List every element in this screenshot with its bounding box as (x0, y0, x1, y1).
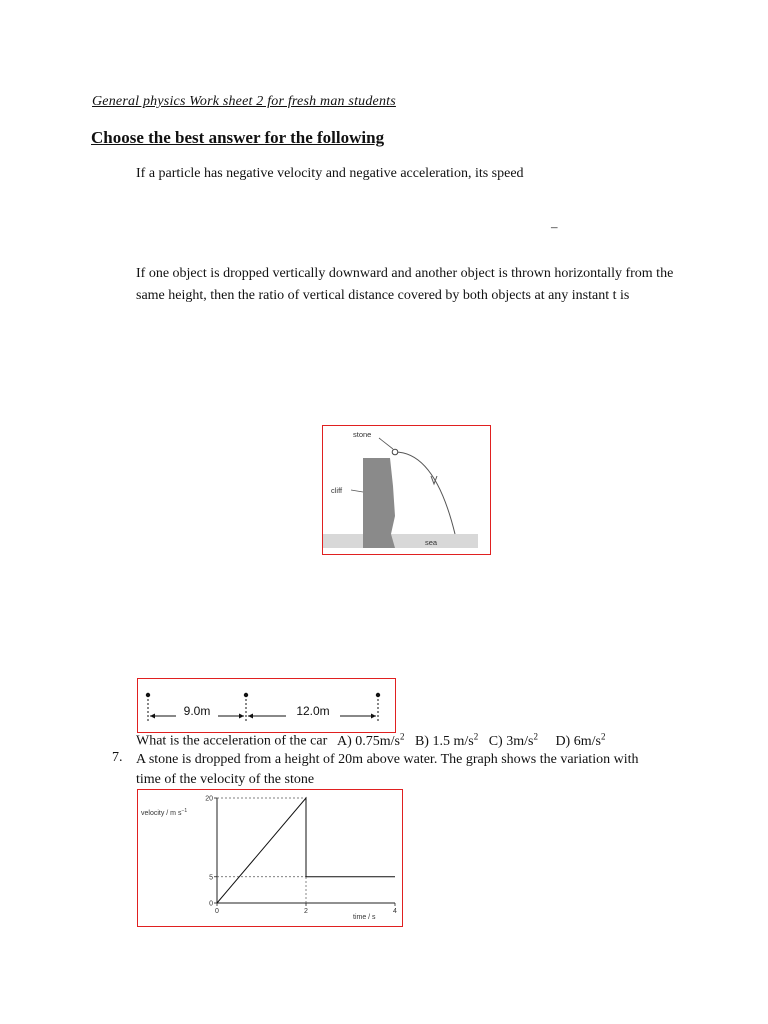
y-tick-label-20: 20 (205, 795, 213, 803)
answer-mark: – (551, 219, 558, 234)
x-tick-label-4: 4 (393, 908, 397, 915)
acceleration-question-text: What is the acceleration of the car (136, 733, 328, 749)
x-axis-label: time / s (353, 914, 376, 921)
sea-label: sea (425, 538, 438, 547)
trajectory-path (395, 452, 455, 534)
cliff-label: cliff (331, 486, 343, 495)
worksheet-title: General physics Work sheet 2 for fresh man students (92, 94, 396, 109)
y-tick-label-0: 0 (209, 900, 213, 908)
question-1-text: If a particle has negative velocity and negative acceleration, its speed (136, 166, 524, 181)
y-tick-label-5: 5 (209, 874, 213, 882)
velocity-series-line-0 (217, 798, 395, 903)
seg1-label: 9.0m (183, 704, 211, 718)
option-d: D) $6m/s^2$ (555, 731, 606, 749)
stone-marker (392, 449, 398, 455)
point-c (376, 693, 380, 697)
velocity-time-chart (138, 790, 401, 925)
section-heading: Choose the best answer for the following (91, 128, 385, 147)
option-c: C) $3m/s^2$ (488, 731, 538, 749)
sea-surface (323, 534, 478, 548)
question-7-number: 7. (112, 750, 123, 765)
cliff-figure (322, 425, 491, 555)
seg2-arrow-right (371, 714, 376, 719)
x-tick-label-0: 0 (215, 908, 219, 915)
acceleration-question (136, 731, 605, 750)
seg2-label: 12.0m (296, 704, 330, 718)
y-axis-label: velocity / m $s^{-1}$ (141, 808, 188, 817)
question-2-text: If one object is dropped vertically downward and another object is thrown horizontally from the same height, then the ratio of vertical distance covered by both objects at any instant t is (136, 266, 674, 303)
question-7-text: A stone is dropped from a height of 20m above water. The graph shows the variation with time of the velocity of the stone (136, 752, 639, 787)
seg2-arrow-left (248, 714, 253, 719)
distance-figure (137, 678, 396, 733)
point-a (146, 693, 150, 697)
stone-label: stone (353, 430, 372, 439)
x-tick-label-2: 2 (304, 908, 308, 915)
cliff-shape (363, 458, 395, 548)
option-a: A) $0.75m/s^2$ (336, 731, 405, 749)
seg1-arrow-left (150, 714, 155, 719)
stone-pointer (379, 438, 393, 449)
cliff-diagram (323, 426, 489, 553)
option-b: B) 1.5 $m/s^2$ (414, 731, 479, 749)
point-b (244, 693, 248, 697)
distance-diagram (138, 679, 394, 731)
seg1-arrow-right (239, 714, 244, 719)
velocity-graph-figure (137, 789, 403, 927)
cliff-pointer (351, 490, 363, 492)
